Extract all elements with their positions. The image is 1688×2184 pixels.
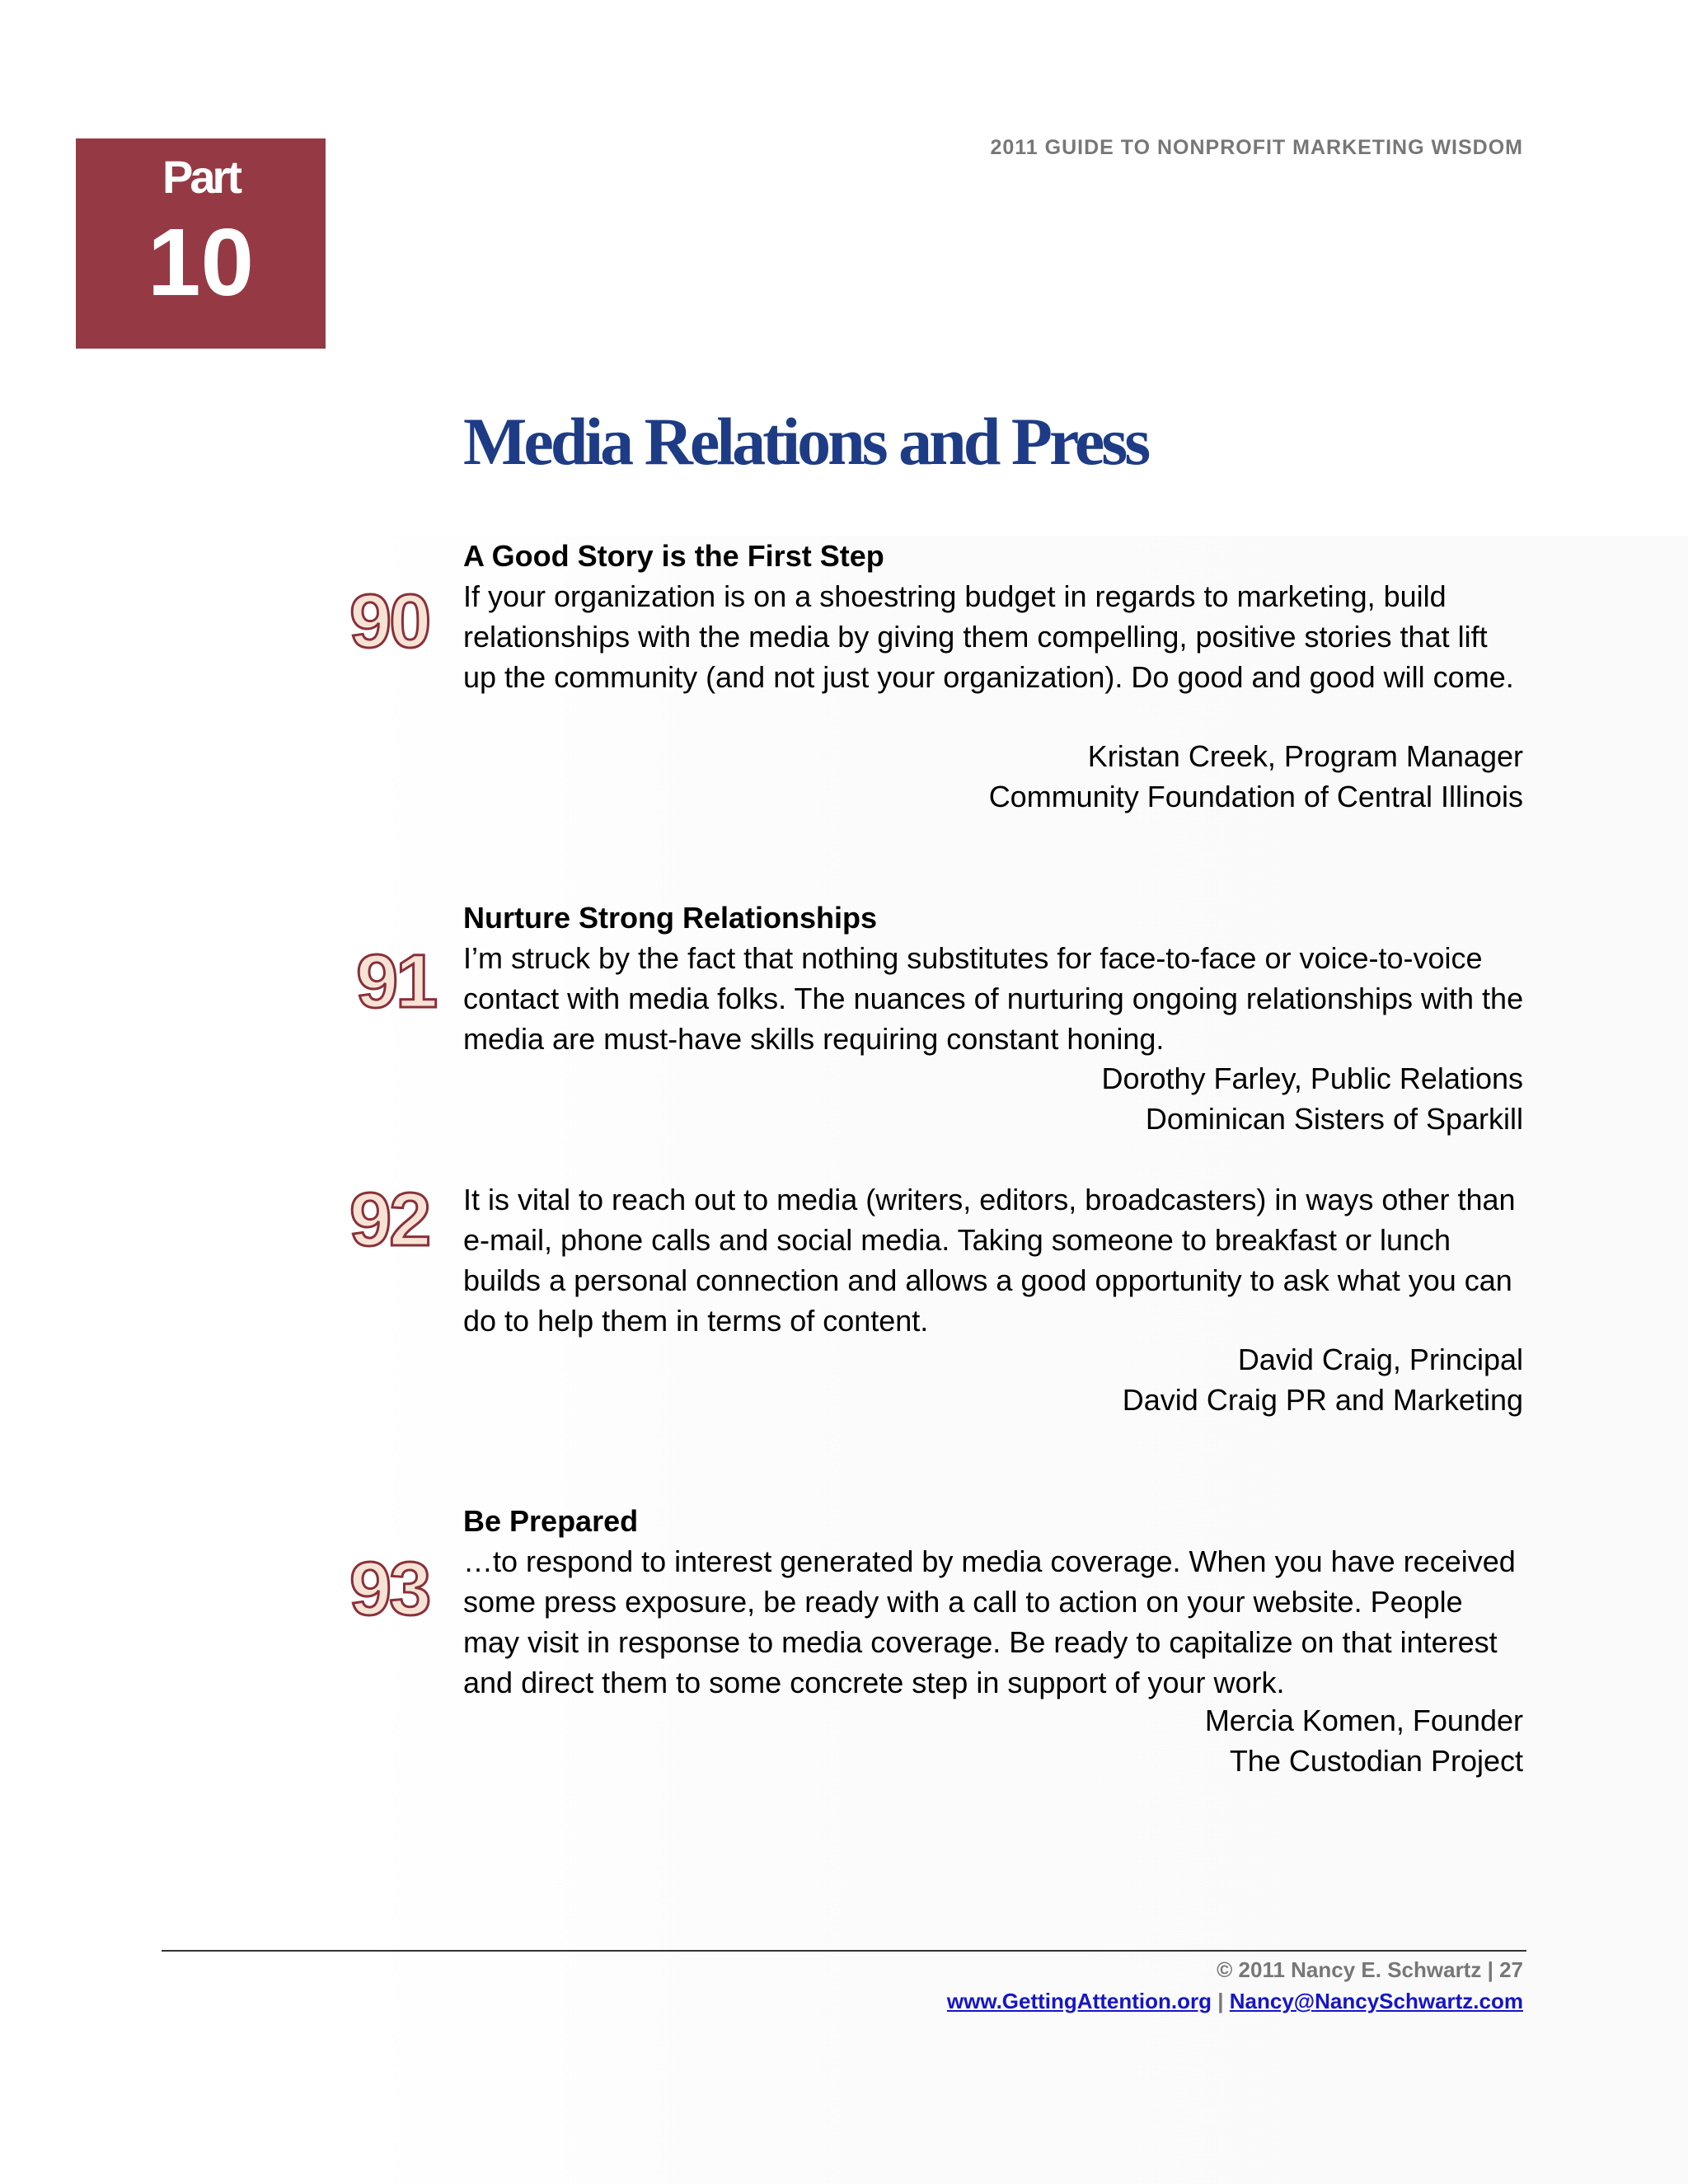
tip-92 — [463, 1179, 1526, 1341]
tip-heading: A Good Story is the First Step — [463, 539, 884, 573]
footer-copyright: © 2011 Nancy E. Schwartz | 27 — [1217, 1957, 1523, 1982]
tip-number-90: 90 — [349, 579, 429, 663]
tip-number-93: 93 — [349, 1547, 429, 1631]
part-label: Part — [162, 151, 239, 203]
tip-author: Mercia Komen, Founder — [1204, 1704, 1523, 1737]
footer-divider — [162, 1950, 1526, 1952]
part-badge — [76, 138, 326, 349]
tip-93-attribution — [1205, 1700, 1523, 1781]
tip-heading: Nurture Strong Relationships — [463, 901, 878, 935]
tip-93 — [463, 1501, 1526, 1703]
tip-author: David Craig, Principal — [1237, 1343, 1523, 1376]
tip-body: It is vital to reach out to media (writers, editors, broadcasters) in ways other than e-mail, phone calls and social media. Taking someone to breakfast or lunch builds a personal connection and allows a good opportunity to ask what you can do to help them in terms of content. — [463, 1183, 1516, 1338]
tip-heading: Be Prepared — [463, 1504, 639, 1538]
guide-title: 2011 GUIDE TO NONPROFIT MARKETING WISDOM — [990, 136, 1523, 159]
tip-organization: Community Foundation of Central Illinois — [988, 780, 1523, 813]
tip-number-91: 91 — [356, 940, 436, 1024]
tip-90 — [463, 536, 1526, 697]
tip-number-92: 92 — [349, 1178, 429, 1262]
footer-links — [947, 1989, 1523, 2014]
tip-author: Kristan Creek, Program Manager — [1087, 739, 1523, 773]
tip-body: If your organization is on a shoestring budget in regards to marketing, build relationships with the media by giving them compelling, positive stories that lift up the community (and not just your organization). Do good and good will come. — [463, 579, 1514, 694]
tip-91-attribution — [1101, 1058, 1523, 1139]
tip-author: Dorothy Farley, Public Relations — [1101, 1062, 1523, 1095]
tip-body: I’m struck by the fact that nothing substitutes for face-to-face or voice-to-voice contact with media folks. The nuances of nurturing ongoing relationships with the media are must-have skills requiring constant honing. — [463, 941, 1524, 1056]
tip-91 — [463, 898, 1526, 1059]
tip-92-attribution — [1123, 1339, 1523, 1420]
tip-organization: Dominican Sisters of Sparkill — [1145, 1102, 1523, 1136]
part-number: 10 — [147, 209, 255, 316]
tip-organization: The Custodian Project — [1229, 1744, 1523, 1778]
footer-separator: | — [1217, 1989, 1224, 2013]
page-title: Media Relations and Press — [463, 404, 1148, 479]
tip-organization: David Craig PR and Marketing — [1122, 1383, 1523, 1417]
website-link[interactable]: www.GettingAttention.org — [946, 1989, 1212, 2013]
email-link[interactable]: Nancy@NancySchwartz.com — [1229, 1989, 1523, 2013]
tip-body: …to respond to interest generated by media coverage. When you have received some press exposure, be ready with a call to action on your website. People may visit in response to media coverage. Be ready to capitalize on that interest and direct them to some concrete step in support of your work. — [463, 1544, 1516, 1699]
tip-90-attribution — [989, 736, 1523, 817]
